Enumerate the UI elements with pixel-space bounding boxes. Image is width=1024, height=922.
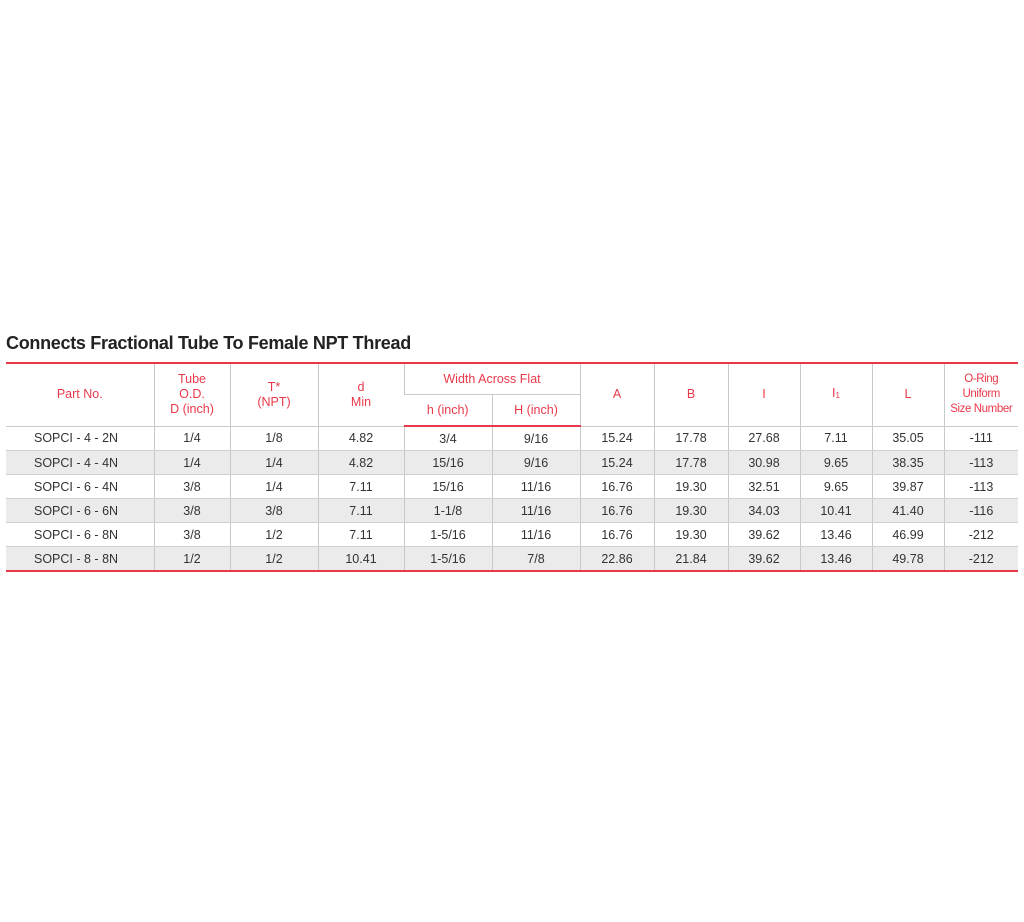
- cell-oring: -116: [944, 499, 1018, 523]
- header-i1: I1: [800, 363, 872, 426]
- cell-d-min: 7.11: [318, 475, 404, 499]
- header-i: I: [728, 363, 800, 426]
- cell-b: 17.78: [654, 451, 728, 475]
- cell-i1: 13.46: [800, 523, 872, 547]
- header-oring: O-Ring Uniform Size Number: [944, 363, 1018, 426]
- cell-b: 19.30: [654, 499, 728, 523]
- cell-tube-od: 1/4: [154, 451, 230, 475]
- cell-oring: -111: [944, 426, 1018, 451]
- cell-a: 15.24: [580, 451, 654, 475]
- header-b: B: [654, 363, 728, 426]
- cell-t-npt: 1/8: [230, 426, 318, 451]
- cell-i: 27.68: [728, 426, 800, 451]
- cell-l: 41.40: [872, 499, 944, 523]
- cell-tube-od: 1/2: [154, 547, 230, 572]
- header-H-inch: H (inch): [492, 395, 580, 427]
- cell-h-inch: 1-5/16: [404, 547, 492, 572]
- header-width-across-flat: Width Across Flat: [404, 363, 580, 395]
- cell-oring: -113: [944, 475, 1018, 499]
- cell-d-min: 10.41: [318, 547, 404, 572]
- cell-l: 39.87: [872, 475, 944, 499]
- cell-l: 49.78: [872, 547, 944, 572]
- header-row-top: [6, 363, 1018, 395]
- cell-tube-od: 3/8: [154, 523, 230, 547]
- cell-H-inch: 11/16: [492, 523, 580, 547]
- table-row: [6, 523, 1018, 547]
- header-tube-od: Tube O.D. D (inch): [154, 363, 230, 426]
- cell-i: 39.62: [728, 547, 800, 572]
- cell-i: 32.51: [728, 475, 800, 499]
- cell-i1: 9.65: [800, 451, 872, 475]
- cell-H-inch: 9/16: [492, 426, 580, 451]
- table-row: [6, 499, 1018, 523]
- cell-part-no: SOPCI - 4 - 4N: [6, 451, 154, 475]
- cell-d-min: 7.11: [318, 523, 404, 547]
- table-title: Connects Fractional Tube To Female NPT Thread: [6, 333, 411, 353]
- cell-l: 38.35: [872, 451, 944, 475]
- cell-i1: 7.11: [800, 426, 872, 451]
- header-t-npt: T* (NPT): [230, 363, 318, 426]
- cell-d-min: 4.82: [318, 426, 404, 451]
- cell-t-npt: 1/4: [230, 451, 318, 475]
- cell-t-npt: 1/4: [230, 475, 318, 499]
- header-a: A: [580, 363, 654, 426]
- cell-H-inch: 11/16: [492, 499, 580, 523]
- cell-part-no: SOPCI - 8 - 8N: [6, 547, 154, 572]
- cell-t-npt: 3/8: [230, 499, 318, 523]
- cell-h-inch: 1-5/16: [404, 523, 492, 547]
- cell-l: 35.05: [872, 426, 944, 451]
- cell-tube-od: 3/8: [154, 475, 230, 499]
- cell-d-min: 4.82: [318, 451, 404, 475]
- cell-h-inch: 3/4: [404, 426, 492, 451]
- cell-i: 34.03: [728, 499, 800, 523]
- cell-part-no: SOPCI - 6 - 4N: [6, 475, 154, 499]
- cell-b: 17.78: [654, 426, 728, 451]
- cell-H-inch: 9/16: [492, 451, 580, 475]
- cell-part-no: SOPCI - 6 - 6N: [6, 499, 154, 523]
- header-h-inch: h (inch): [404, 395, 492, 427]
- cell-a: 16.76: [580, 475, 654, 499]
- cell-h-inch: 1-1/8: [404, 499, 492, 523]
- table-row: [6, 475, 1018, 499]
- cell-i1: 10.41: [800, 499, 872, 523]
- cell-h-inch: 15/16: [404, 451, 492, 475]
- cell-h-inch: 15/16: [404, 475, 492, 499]
- cell-tube-od: 1/4: [154, 426, 230, 451]
- cell-i: 30.98: [728, 451, 800, 475]
- table-row: [6, 426, 1018, 451]
- cell-i1: 13.46: [800, 547, 872, 572]
- cell-b: 19.30: [654, 523, 728, 547]
- cell-oring: -212: [944, 523, 1018, 547]
- table-row: [6, 451, 1018, 475]
- cell-a: 16.76: [580, 499, 654, 523]
- cell-oring: -212: [944, 547, 1018, 572]
- cell-t-npt: 1/2: [230, 547, 318, 572]
- cell-b: 21.84: [654, 547, 728, 572]
- header-l: L: [872, 363, 944, 426]
- header-d-min: d Min: [318, 363, 404, 426]
- cell-a: 15.24: [580, 426, 654, 451]
- cell-l: 46.99: [872, 523, 944, 547]
- cell-tube-od: 3/8: [154, 499, 230, 523]
- cell-i1: 9.65: [800, 475, 872, 499]
- cell-part-no: SOPCI - 6 - 8N: [6, 523, 154, 547]
- cell-a: 16.76: [580, 523, 654, 547]
- cell-part-no: SOPCI - 4 - 2N: [6, 426, 154, 451]
- cell-H-inch: 11/16: [492, 475, 580, 499]
- cell-oring: -113: [944, 451, 1018, 475]
- cell-i: 39.62: [728, 523, 800, 547]
- cell-H-inch: 7/8: [492, 547, 580, 572]
- cell-a: 22.86: [580, 547, 654, 572]
- cell-t-npt: 1/2: [230, 523, 318, 547]
- table-row: [6, 547, 1018, 572]
- spec-table: [6, 362, 1018, 572]
- table-body: [6, 426, 1018, 571]
- cell-b: 19.30: [654, 475, 728, 499]
- header-part-no: Part No.: [6, 363, 154, 426]
- cell-d-min: 7.11: [318, 499, 404, 523]
